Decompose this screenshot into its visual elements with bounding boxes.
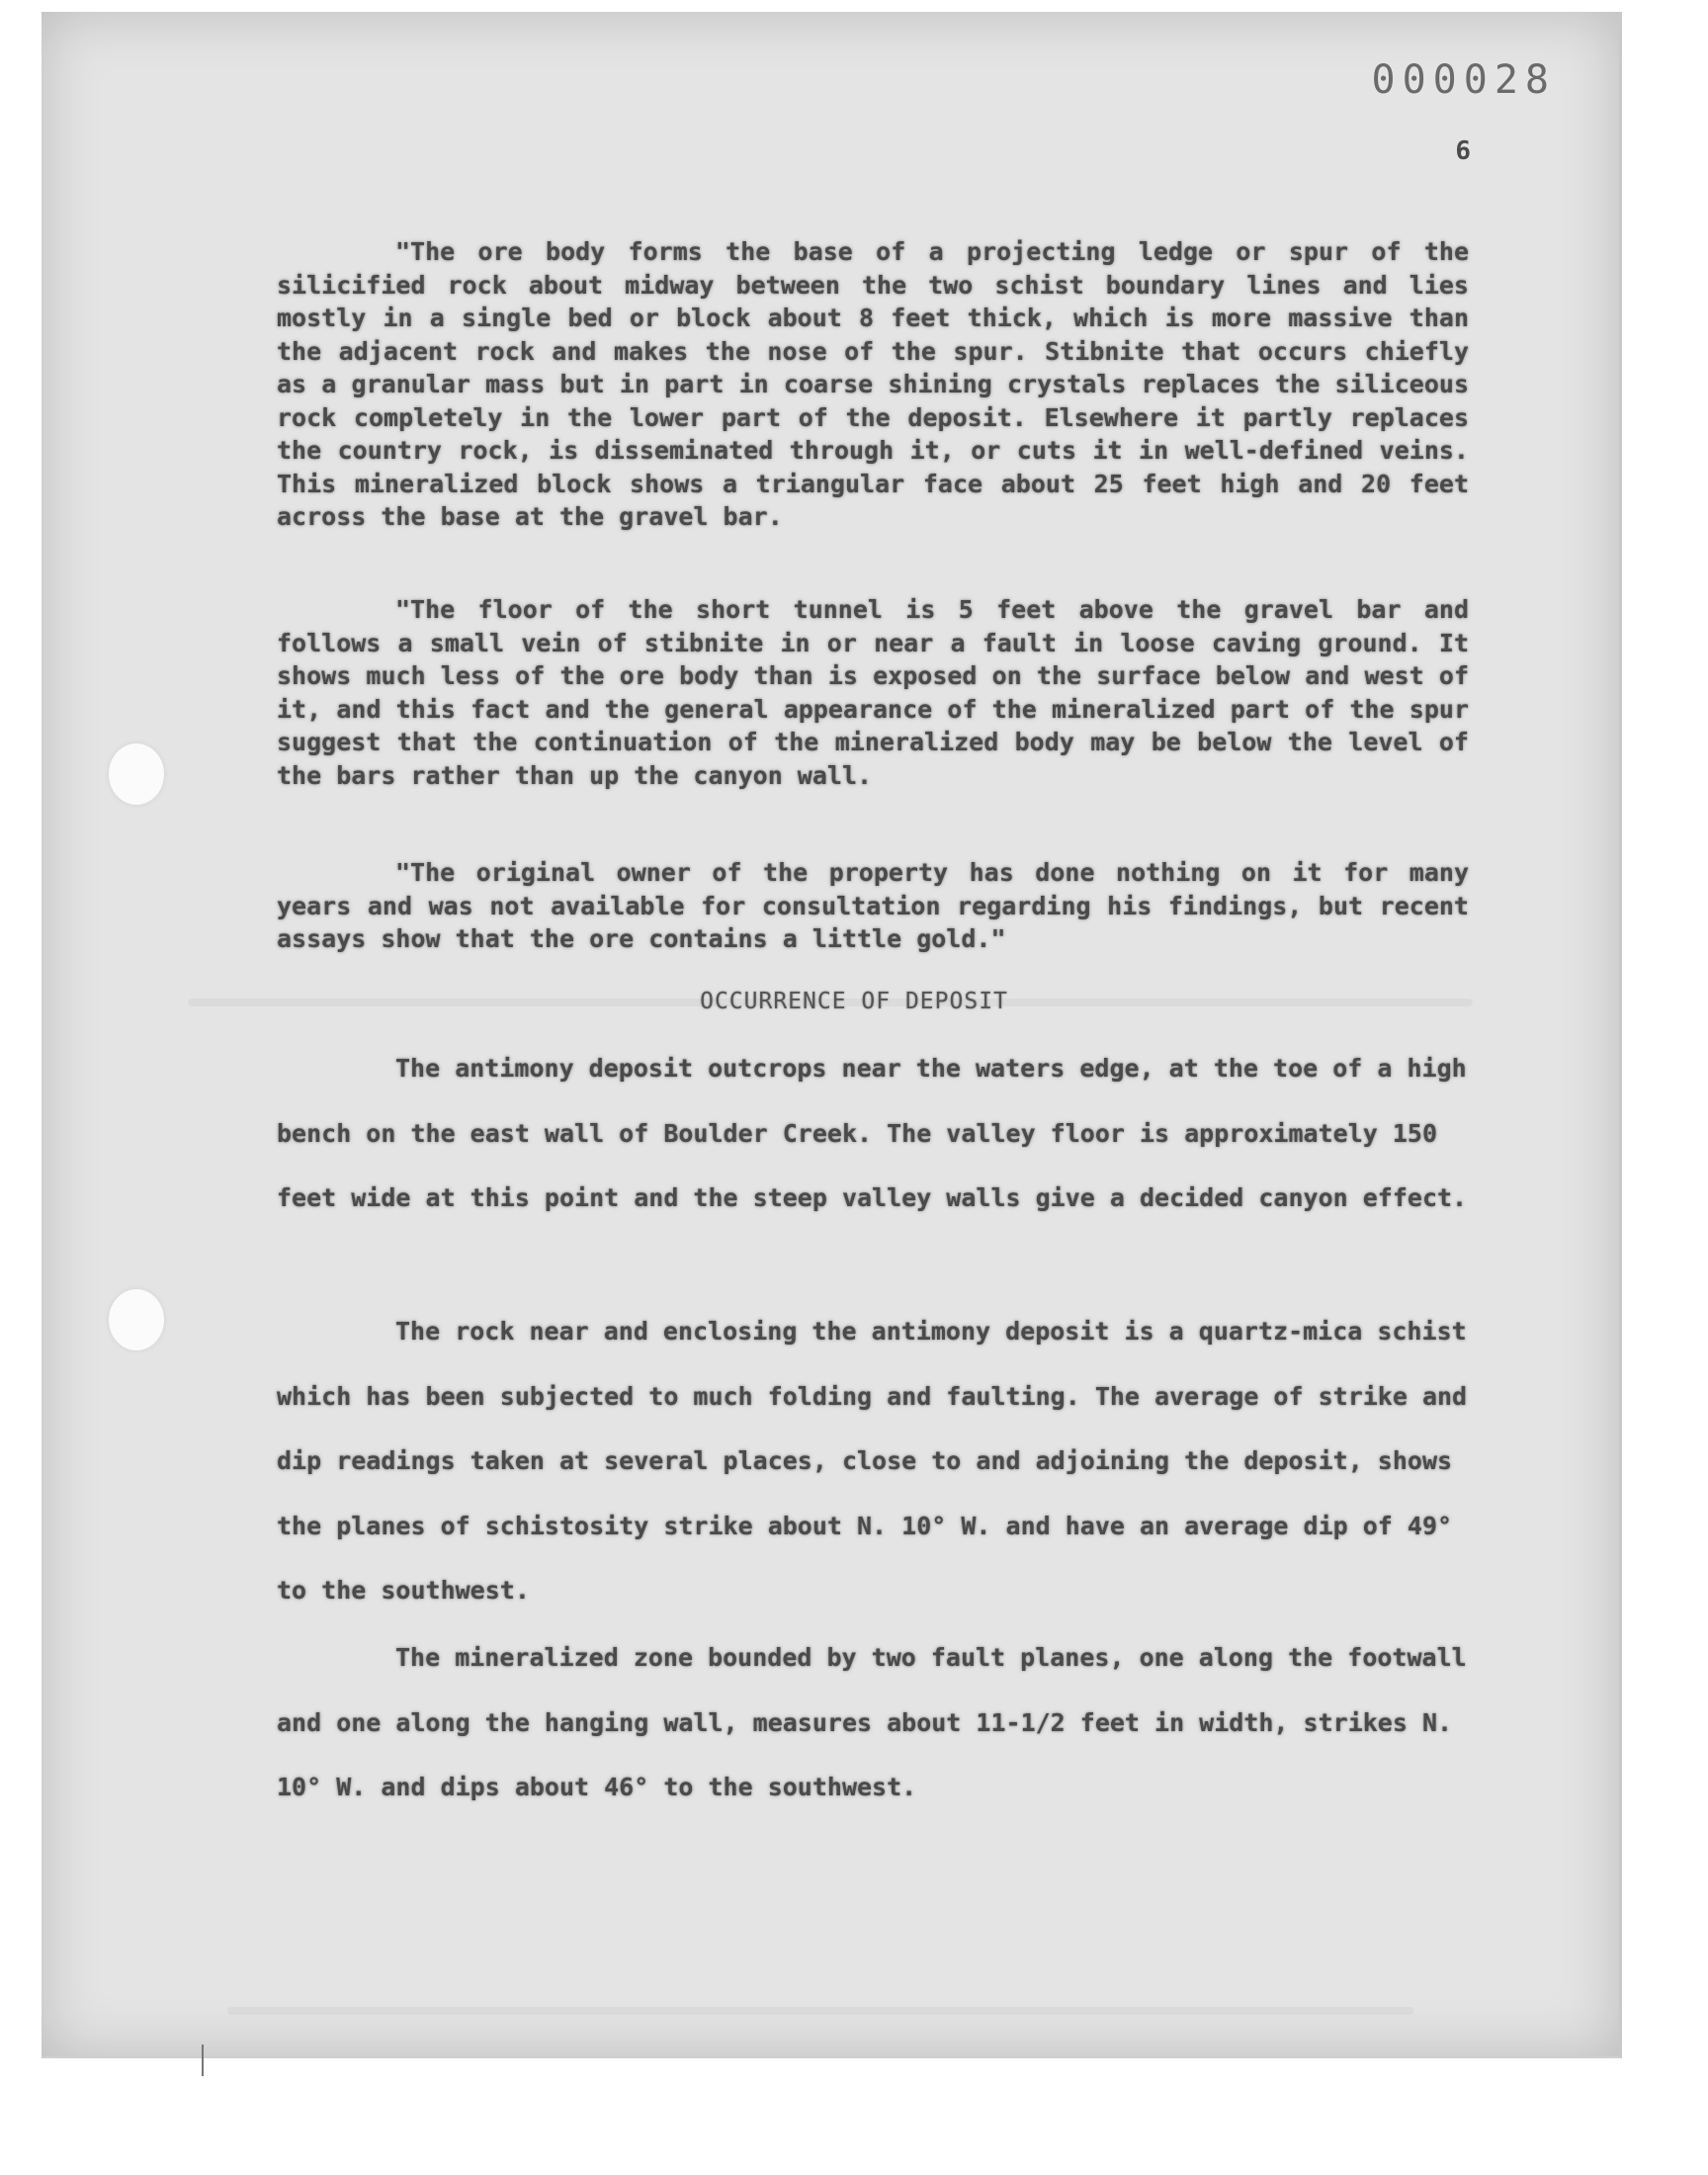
quote-paragraph-2: "The floor of the short tunnel is 5 feet above the gravel bar and follows a small vein of stibnite in or near a fault in loose caving ground. It shows much less of the ore body than is exposed on the surface below and west of it, and this fact and the general appearance of the mineralized part of the spur suggest that the continuation of the mineralized body may be below the level of the bars rather than up the canyon wall.: [277, 595, 1469, 790]
document-number: 000028: [1371, 57, 1556, 103]
body-paragraph-2: The rock near and enclosing the antimony deposit is a quartz-mica schist which has been subjected to much folding and faulting. The average of strike and dip readings taken at several places, close to and adjoining the deposit, shows the planes of schistosity strike about N. 10° W. and have an average dip of 49° to the southwest.: [277, 1317, 1468, 1605]
bleed-through-mark: [227, 2007, 1413, 2015]
body-paragraph-1: The antimony deposit outcrops near the waters edge, at the toe of a high bench on the east wall of Boulder Creek. The valley floor is approximately 150 feet wide at this point and the steep valley walls give a decided canyon effect.: [277, 1054, 1468, 1212]
quote-paragraph-3: "The original owner of the property has done nothing on it for many years and was not available for consultation regarding his findings, but recent assays show that the ore contains a little gold.": [277, 858, 1469, 953]
page-number: 6: [1455, 136, 1471, 166]
body-paragraph-3: The mineralized zone bounded by two fault planes, one along the footwall and one along the hanging wall, measures about 11-1/2 feet in width, strikes N. 10° W. and dips about 46° to the southwest.: [277, 1643, 1467, 1801]
scan-edge-line: [202, 2044, 204, 2076]
punch-hole-lower: [109, 1289, 164, 1350]
section-heading: OCCURRENCE OF DEPOSIT: [700, 989, 1008, 1014]
quote-paragraph-1: "The ore body forms the base of a projecting ledge or spur of the silicified rock about midway between the two schist boundary lines and lies mostly in a single bed or block about 8 feet thick, which is more massive than the adjacent rock and makes the nose of the spur. Stibnite that occurs chiefly as a granular mass but in part in coarse shining crystals replaces the siliceous rock completely in the lower part of the deposit. Elsewhere it partly replaces the country rock, is disseminated through it, or cuts it in well-defined veins. This mineralized block shows a triangular face about 25 feet high and 20 feet across the base at the gravel bar.: [277, 237, 1469, 531]
punch-hole-upper: [109, 743, 164, 805]
